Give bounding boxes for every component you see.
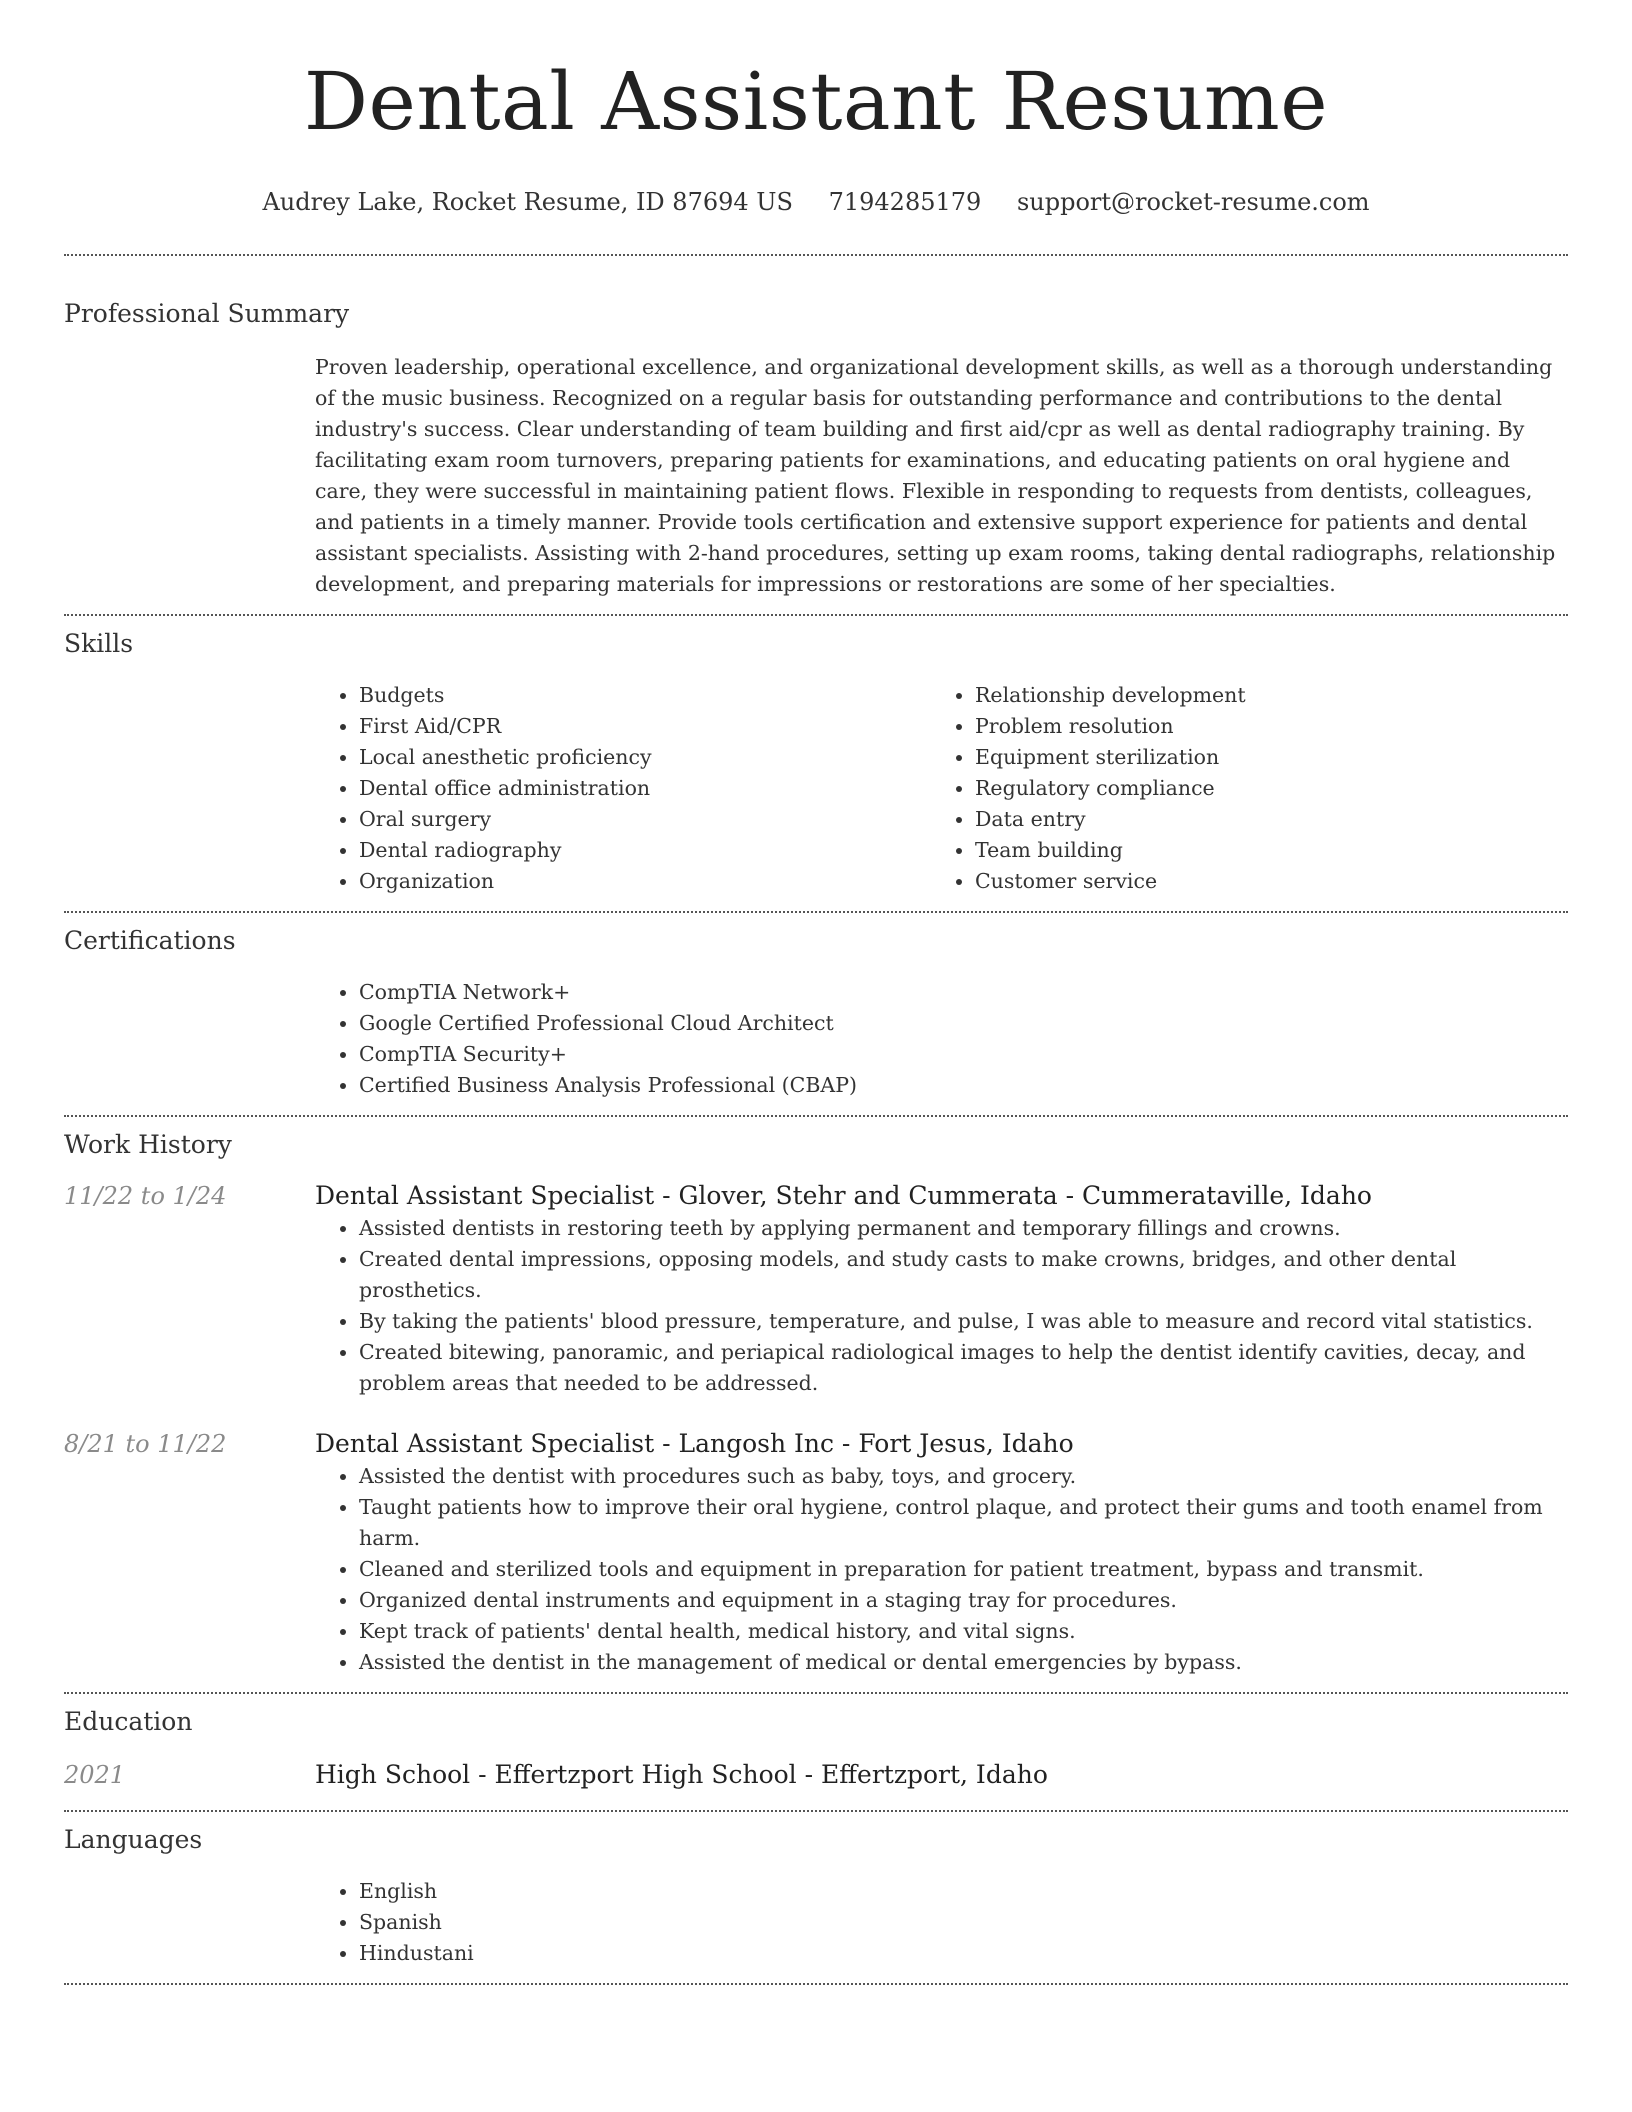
skill-item: • Team building xyxy=(975,835,1547,866)
education-entry xyxy=(64,1758,1568,1792)
job-dates: 11/22 to 1/24 xyxy=(64,1182,227,1210)
section-title-summary: Professional Summary xyxy=(64,299,350,328)
job-bullet: • Assisted the dentist with procedures such as baby, toys, and grocery. xyxy=(359,1461,1568,1492)
section-title-languages: Languages xyxy=(64,1825,203,1854)
job-bullet: • Created bitewing, panoramic, and periapical radiological images to help the dentist identify cavities, decay, and problem areas that needed to be addressed. xyxy=(359,1337,1568,1399)
skills-column-right xyxy=(931,680,1547,897)
contact-address: Audrey Lake, Rocket Resume, ID 87694 US xyxy=(262,188,793,216)
job-bullets xyxy=(315,1461,1568,1678)
education-year: 2021 xyxy=(64,1761,126,1789)
certification-item: • CompTIA Security+ xyxy=(359,1039,1568,1070)
job-title: Dental Assistant Specialist xyxy=(315,1429,655,1458)
job-employer-location: - Langosh Inc - Fort Jesus, Idaho xyxy=(654,1429,1074,1458)
job-bullets xyxy=(315,1213,1568,1399)
skills-column-left xyxy=(315,680,931,897)
job-bullet: • Assisted the dentist in the management of medical or dental emergencies by bypass. xyxy=(359,1647,1568,1678)
skill-item: • First Aid/CPR xyxy=(359,711,931,742)
section-title-certifications: Certifications xyxy=(64,926,236,955)
skills-list xyxy=(315,680,1568,897)
job-bullet: • Taught patients how to improve their oral hygiene, control plaque, and protect their gums and tooth enamel from harm. xyxy=(359,1492,1568,1554)
skill-item: • Dental office administration xyxy=(359,773,931,804)
job-employer-location: - Glover, Stehr and Cummerata - Cummerataville, Idaho xyxy=(654,1181,1372,1210)
job-bullet: • Created dental impressions, opposing models, and study casts to make crowns, bridges, and other dental prosthetics. xyxy=(359,1244,1568,1306)
language-item: • Hindustani xyxy=(359,1938,1568,1969)
skill-item: • Budgets xyxy=(359,680,931,711)
certification-item: • Google Certified Professional Cloud Architect xyxy=(359,1008,1568,1039)
resume-title: Dental Assistant Resume xyxy=(303,55,1329,148)
language-item: • English xyxy=(359,1876,1568,1907)
skill-item: • Data entry xyxy=(975,804,1547,835)
job-bullet: • Kept track of patients' dental health, medical history, and vital signs. xyxy=(359,1616,1568,1647)
certification-item: • Certified Business Analysis Professional (CBAP) xyxy=(359,1070,1568,1101)
job-bullet: • Assisted dentists in restoring teeth by applying permanent and temporary fillings and crowns. xyxy=(359,1213,1568,1244)
skill-item: • Organization xyxy=(359,866,931,897)
job-dates: 8/21 to 11/22 xyxy=(64,1430,227,1458)
skill-item: • Problem resolution xyxy=(975,711,1547,742)
job-entry xyxy=(64,1179,1568,1399)
education-heading xyxy=(315,1758,1568,1792)
language-item: • Spanish xyxy=(359,1907,1568,1938)
skill-item: • Relationship development xyxy=(975,680,1547,711)
skill-item: • Dental radiography xyxy=(359,835,931,866)
section-title-education: Education xyxy=(64,1707,193,1736)
job-title: Dental Assistant Specialist xyxy=(315,1181,655,1210)
divider xyxy=(64,1983,1568,1985)
skill-item: • Regulatory compliance xyxy=(975,773,1547,804)
education-degree: High School xyxy=(315,1760,471,1789)
job-heading xyxy=(315,1179,1568,1213)
contact-phone: 7194285179 xyxy=(828,188,982,216)
certification-item: • CompTIA Network+ xyxy=(359,977,1568,1008)
skill-item: • Equipment sterilization xyxy=(975,742,1547,773)
summary-text: Proven leadership, operational excellence, and organizational development skills, as well as a thorough understanding of the music business. Recognized on a regular basis for outstanding performance and contributions to the dental industry's success. Clear understanding of team building and first aid/cpr as well as dental radiography training. By facilitating exam room turnovers, preparing patients for examinations, and educating patients on oral hygiene and care, they were successful in maintaining patient flows. Flexible in responding to requests from dentists, colleagues, and patients in a timely manner. Provide tools certification and extensive support experience for patients and dental assistant specialists. Assisting with 2-hand procedures, setting up exam rooms, taking dental radiographs, relationship development, and preparing materials for impressions or restorations are some of her specialties. xyxy=(315,355,1556,596)
contact-line xyxy=(64,186,1568,218)
languages-list xyxy=(315,1876,1568,1969)
job-bullet: • By taking the patients' blood pressure, temperature, and pulse, I was able to measure and record vital statistics. xyxy=(359,1306,1568,1337)
section-title-work-history: Work History xyxy=(64,1130,232,1159)
skill-item: • Local anesthetic proficiency xyxy=(359,742,931,773)
section-title-skills: Skills xyxy=(64,629,134,658)
education-school-location: - Effertzport High School - Effertzport, Idaho xyxy=(470,1760,1048,1789)
skill-item: • Oral surgery xyxy=(359,804,931,835)
certifications-list xyxy=(315,977,1568,1101)
contact-email: support@rocket-resume.com xyxy=(1016,188,1370,216)
job-bullet: • Cleaned and sterilized tools and equipment in preparation for patient treatment, bypass and transmit. xyxy=(359,1554,1568,1585)
job-entry xyxy=(64,1427,1568,1678)
job-heading xyxy=(315,1427,1568,1461)
job-bullet: • Organized dental instruments and equipment in a staging tray for procedures. xyxy=(359,1585,1568,1616)
skill-item: • Customer service xyxy=(975,866,1547,897)
